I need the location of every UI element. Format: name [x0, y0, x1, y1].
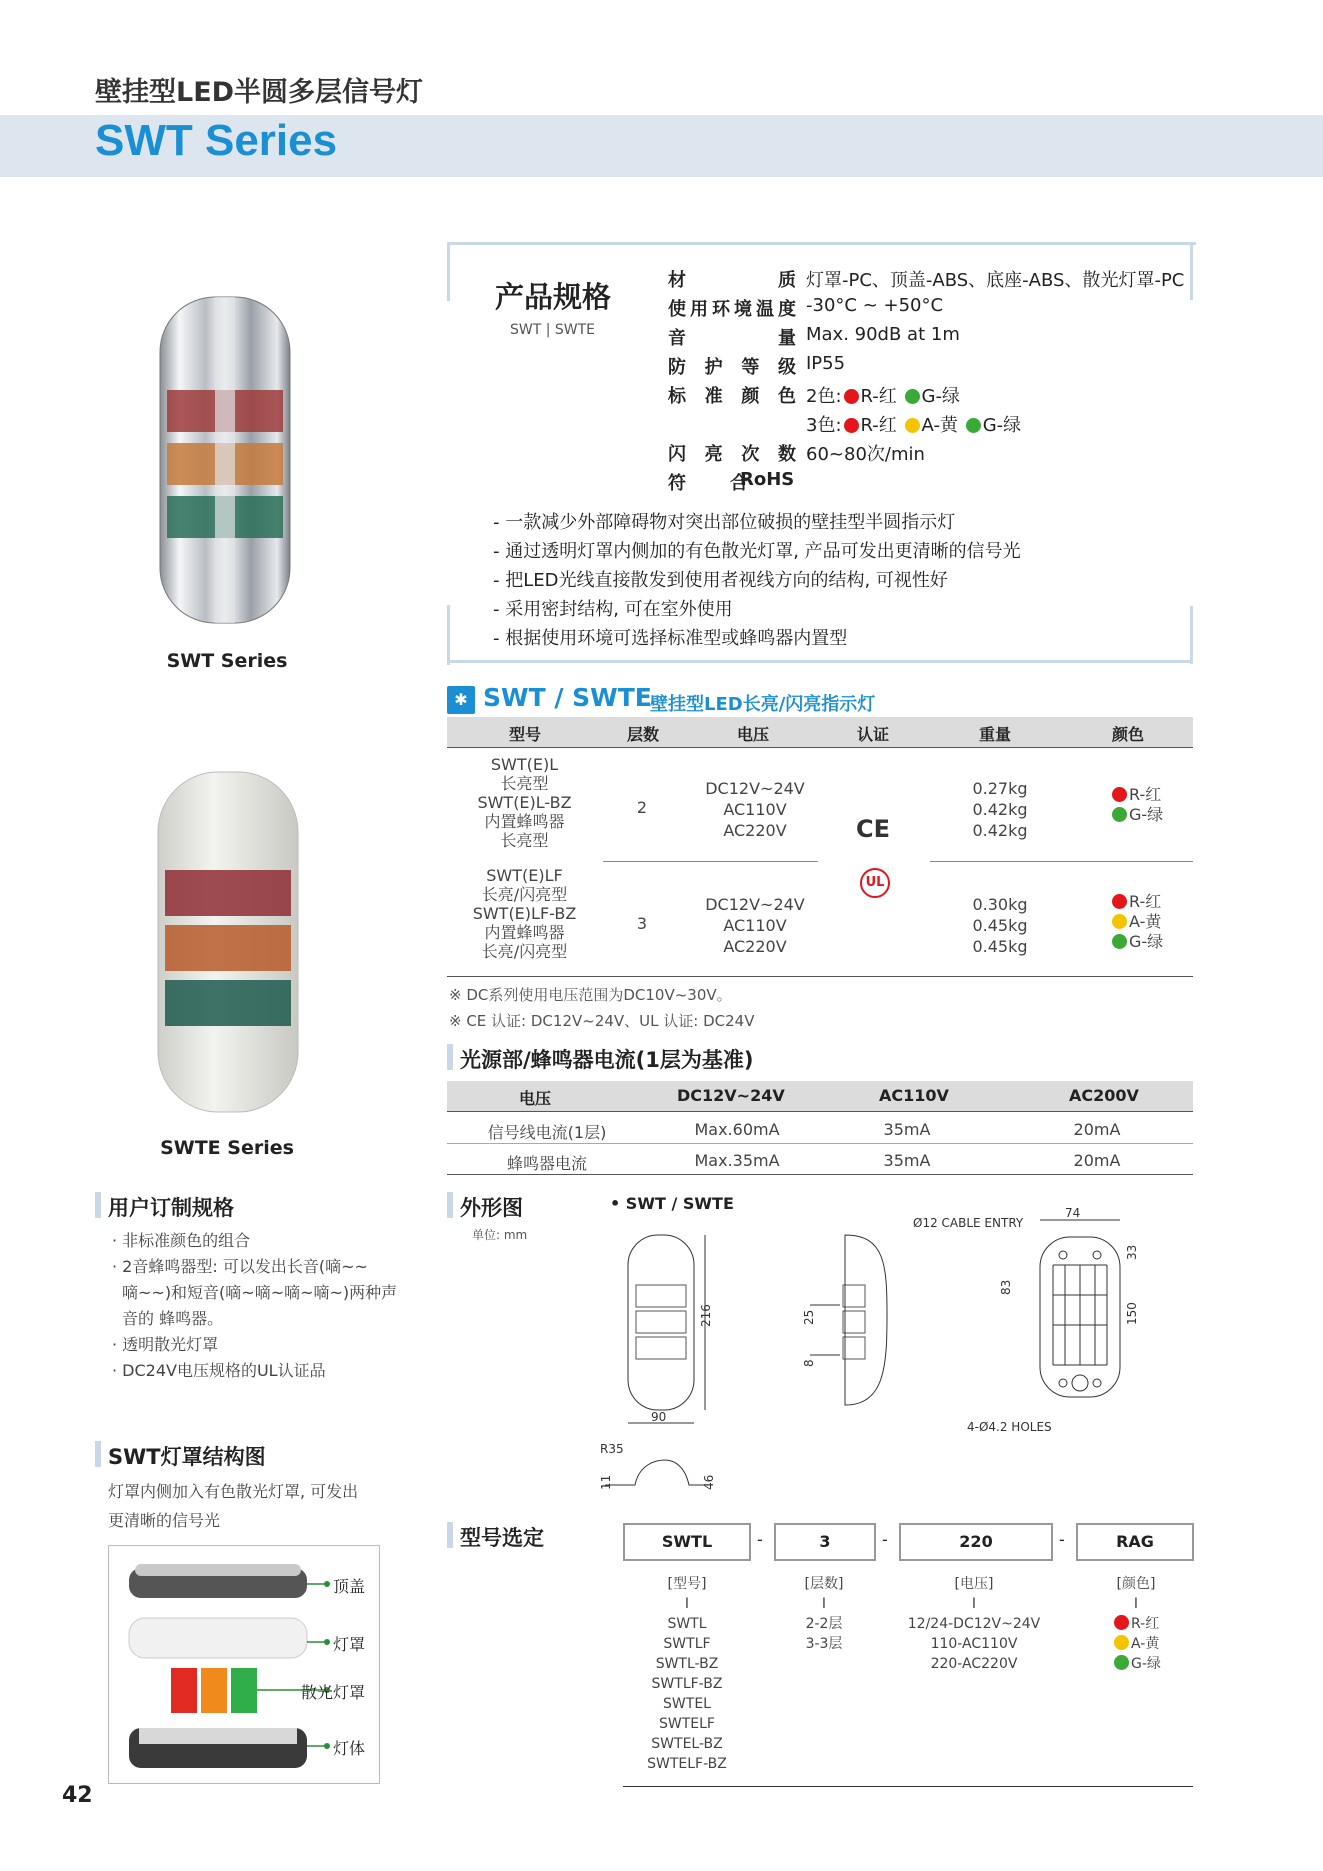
dim-74: 74 [1065, 1206, 1081, 1220]
td: 35mA [883, 1151, 931, 1170]
spec-value [806, 411, 1021, 437]
page-title: SWT Series [95, 116, 338, 165]
structure-diagram [108, 1545, 380, 1784]
dash: - [882, 1530, 888, 1549]
models-table-header [447, 717, 1193, 747]
custom-item: 音的 蜂鸣器。 [122, 1309, 224, 1328]
color-label: R-红 [860, 415, 897, 436]
weight: 0.42kg [972, 800, 1028, 819]
spec-value: RoHS [740, 469, 795, 490]
drawing-title: 外形图 [460, 1196, 523, 1220]
th: DC12V~24V [677, 1086, 785, 1105]
model-name: 长亮/闪亮型 [481, 885, 568, 904]
color-label: G-绿 [1129, 805, 1164, 824]
models-group2 [447, 755, 602, 850]
option: SWTL [667, 1616, 707, 1632]
th: 重量 [979, 725, 1012, 744]
models-title: SWT / SWTE [483, 683, 652, 712]
green-dot-icon [1114, 1655, 1129, 1670]
divider [447, 1143, 1193, 1144]
spec-key: 使用环境温度 [668, 299, 796, 320]
custom-spec-title: 用户订制规格 [108, 1196, 234, 1220]
dim-11: 11 [599, 1474, 613, 1490]
th: 电压 [519, 1089, 552, 1108]
structure-desc-line: 更清晰的信号光 [108, 1511, 221, 1530]
colors-3 [1110, 892, 1163, 952]
model-name: 长亮/闪亮型 [481, 942, 568, 961]
spec-value: -30°C ~ +50°C [806, 295, 944, 316]
select-col-color [1086, 1574, 1186, 1674]
th: 认证 [857, 725, 890, 744]
structure-desc [108, 1477, 358, 1535]
colors-2 [1110, 785, 1163, 825]
td: 蜂鸣器电流 [506, 1154, 587, 1173]
option: SWTLF [663, 1636, 711, 1652]
voltage: AC220V [723, 821, 787, 840]
layers-3: 3 [636, 914, 648, 933]
green-dot-icon [1112, 807, 1127, 822]
spec-box-frame [447, 660, 1193, 663]
ul-mark-icon: UL [860, 868, 890, 898]
col-title: [颜色] [1116, 1576, 1156, 1592]
dash: - [757, 1530, 763, 1549]
td: Max.60mA [694, 1120, 780, 1139]
custom-item: · 透明散光灯罩 [112, 1335, 219, 1354]
structure-desc-line: 灯罩内侧加入有色散光灯罩, 可发出 [108, 1482, 359, 1501]
dim-33: 33 [1125, 1244, 1139, 1260]
color-label: G-绿 [921, 386, 960, 407]
option: SWTELF [659, 1716, 715, 1732]
dim-83: 83 [999, 1279, 1013, 1295]
th: 颜色 [1112, 725, 1145, 744]
color-label: R-红 [1129, 785, 1162, 804]
model-name: SWT(E)LF [486, 866, 563, 885]
dim-25: 25 [802, 1309, 816, 1325]
lamp-icon: ✱ [447, 686, 475, 714]
section-bar [95, 1441, 101, 1467]
th: 电压 [737, 725, 770, 744]
option: R-红 [1131, 1616, 1160, 1632]
color-count-2: 2色: [806, 386, 842, 407]
section-bar [447, 1044, 453, 1070]
td: 35mA [883, 1120, 931, 1139]
red-dot-icon [1114, 1615, 1129, 1630]
green-dot-icon [905, 389, 920, 404]
custom-spec-list [112, 1228, 412, 1384]
th: 层数 [627, 725, 660, 744]
weights-2 [940, 778, 1060, 841]
td: 20mA [1073, 1151, 1121, 1170]
weights-3 [940, 894, 1060, 957]
dim-46: 46 [702, 1474, 716, 1490]
custom-item: · 非标准颜色的组合 [112, 1231, 251, 1250]
select-col-voltage [889, 1574, 1059, 1674]
dim-8: 8 [802, 1359, 816, 1367]
drawing-model: • SWT / SWTE [610, 1194, 734, 1213]
select-box-model: SWTL [623, 1523, 751, 1561]
spec-key: 防护等级 [668, 357, 796, 378]
custom-item: · DC24V电压规格的UL认证品 [112, 1361, 326, 1380]
option: A-黄 [1131, 1636, 1160, 1652]
tick: I [1133, 1596, 1139, 1612]
holes-label: 4-Ø4.2 HOLES [967, 1420, 1052, 1434]
color-label: A-黄 [1129, 912, 1162, 931]
model-name: 内置蜂鸣器 [484, 812, 565, 831]
voltages-2 [690, 778, 820, 841]
dim-150: 150 [1125, 1302, 1139, 1325]
voltage: DC12V~24V [705, 779, 805, 798]
th: 型号 [509, 725, 542, 744]
option: SWTEL [663, 1696, 711, 1712]
option: 2-2层 [805, 1616, 843, 1632]
option: 110-AC110V [930, 1636, 1018, 1652]
color-label: R-红 [860, 386, 897, 407]
page-number: 42 [62, 1783, 93, 1808]
option: 220-AC220V [930, 1656, 1018, 1672]
swte-caption: SWTE Series [160, 1137, 294, 1159]
green-dot-icon [1112, 934, 1127, 949]
page-subtitle: 壁挂型LED半圆多层信号灯 [95, 77, 424, 108]
spec-heading-sub: SWT | SWTE [510, 322, 596, 338]
td: Max.35mA [694, 1151, 780, 1170]
voltage: AC110V [723, 800, 787, 819]
feature-item: - 根据使用环境可选择标准型或蜂鸣器内置型 [493, 628, 848, 649]
yellow-dot-icon [1114, 1635, 1129, 1650]
label-top-cover: 顶盖 [333, 1577, 366, 1596]
current-title: 光源部/蜂鸣器电流(1层为基准) [460, 1048, 754, 1072]
spec-box-frame [447, 245, 450, 301]
col-title: [型号] [667, 1576, 707, 1592]
model-name: 内置蜂鸣器 [484, 923, 565, 942]
color-label: G-绿 [1129, 932, 1164, 951]
spec-key: 闪亮次数 [668, 444, 796, 465]
dim-r35: R35 [600, 1442, 624, 1456]
swt-product-image [155, 295, 295, 625]
option: G-绿 [1131, 1656, 1161, 1672]
feature-item: - 把LED光线直接散发到使用者视线方向的结构, 可视性好 [493, 570, 948, 591]
color-count-3: 3色: [806, 415, 842, 436]
model-name: 长亮型 [500, 831, 549, 850]
drawing-unit: 单位: mm [472, 1228, 528, 1242]
spec-key: 标准颜色 [668, 386, 796, 407]
td: 20mA [1073, 1120, 1121, 1139]
divider [447, 747, 1193, 748]
spec-value [806, 382, 960, 408]
section-bar [447, 1522, 453, 1548]
red-dot-icon [1112, 787, 1127, 802]
yellow-dot-icon [1112, 914, 1127, 929]
swte-product-image [155, 770, 300, 1115]
col-title: [电压] [954, 1576, 994, 1592]
td: 信号线电流(1层) [487, 1123, 607, 1142]
note: ※ CE 认证: DC12V~24V、UL 认证: DC24V [449, 1012, 755, 1030]
spec-box-frame [1190, 606, 1193, 664]
spec-key: 材质 [668, 270, 796, 291]
section-bar [447, 1192, 453, 1218]
voltage: DC12V~24V [705, 895, 805, 914]
weight: 0.42kg [972, 821, 1028, 840]
structure-title: SWT灯罩结构图 [108, 1445, 266, 1469]
option: 3-3层 [805, 1636, 843, 1652]
tick: I [684, 1596, 690, 1612]
spec-heading: 产品规格 [495, 280, 612, 314]
dim-90: 90 [651, 1410, 667, 1424]
models-group3 [447, 866, 602, 961]
model-name: SWT(E)L-BZ [477, 793, 572, 812]
current-table-header [447, 1081, 1193, 1111]
weight: 0.30kg [972, 895, 1028, 914]
model-name: 长亮型 [500, 774, 549, 793]
divider [447, 1111, 1193, 1112]
selection-title: 型号选定 [460, 1526, 544, 1550]
color-label: A-黄 [921, 415, 958, 436]
weight: 0.45kg [972, 937, 1028, 956]
select-box-color: RAG [1076, 1523, 1194, 1561]
model-name: SWT(E)L [490, 755, 559, 774]
voltage: AC110V [723, 916, 787, 935]
option: SWTLF-BZ [651, 1676, 723, 1692]
custom-item: 嘀~~)和短音(嘀~嘀~嘀~嘀~)两种声 [122, 1283, 398, 1302]
spec-value: 灯罩-PC、顶盖-ABS、底座-ABS、散光灯罩-PC [806, 270, 1185, 291]
green-dot-icon [966, 418, 981, 433]
dimension-drawing [595, 1205, 1195, 1495]
weight: 0.45kg [972, 916, 1028, 935]
select-box-layers: 3 [774, 1523, 876, 1561]
yellow-dot-icon [905, 418, 920, 433]
swt-caption: SWT Series [166, 650, 288, 672]
spec-key: 音量 [668, 328, 796, 349]
option: SWTL-BZ [655, 1656, 719, 1672]
color-label: G-绿 [982, 415, 1022, 436]
red-dot-icon [844, 389, 859, 404]
spec-value: 60~80次/min [806, 444, 925, 465]
select-col-model [623, 1574, 751, 1774]
layers-2: 2 [636, 798, 648, 817]
select-col-layers [774, 1574, 874, 1654]
divider [930, 861, 1193, 862]
feature-item: - 通过透明灯罩内侧加的有色散光灯罩, 产品可发出更清晰的信号光 [493, 541, 1021, 562]
divider [447, 976, 1193, 977]
model-name: SWT(E)LF-BZ [472, 904, 577, 923]
spec-box-frame [447, 606, 450, 664]
models-subtitle: 壁挂型LED长亮/闪亮指示灯 [650, 694, 876, 715]
feature-item: - 采用密封结构, 可在室外使用 [493, 599, 733, 620]
option: SWTELF-BZ [647, 1756, 727, 1772]
red-dot-icon [844, 418, 859, 433]
dash: - [1059, 1530, 1065, 1549]
col-title: [层数] [804, 1576, 844, 1592]
feature-item: - 一款减少外部障碍物对突出部位破损的壁挂型半圆指示灯 [493, 512, 956, 533]
spec-value: IP55 [806, 353, 846, 374]
divider [623, 1786, 1193, 1787]
section-bar [95, 1192, 101, 1218]
spec-value: Max. 90dB at 1m [806, 324, 960, 345]
voltages-3 [690, 894, 820, 957]
ce-mark-icon: CE [856, 815, 891, 843]
divider [603, 861, 818, 862]
dim-216: 216 [699, 1304, 713, 1327]
note: ※ DC系列使用电压范围为DC10V~30V。 [449, 986, 732, 1004]
custom-item: · 2音蜂鸣器型: 可以发出长音(嘀~~ [112, 1257, 368, 1276]
tick: I [971, 1596, 977, 1612]
cable-entry-label: Ø12 CABLE ENTRY [913, 1216, 1024, 1230]
label-diffuser: 散光灯罩 [301, 1683, 366, 1702]
spec-box-frame [1190, 242, 1193, 300]
divider [447, 1174, 1193, 1175]
th: AC110V [879, 1086, 949, 1105]
spec-key: 符合 [668, 473, 748, 494]
label-lens: 灯罩 [333, 1635, 366, 1654]
label-body: 灯体 [333, 1739, 366, 1758]
select-box-voltage: 220 [899, 1523, 1053, 1561]
color-label: R-红 [1129, 892, 1162, 911]
tick: I [821, 1596, 827, 1612]
voltage: AC220V [723, 937, 787, 956]
option: 12/24-DC12V~24V [907, 1616, 1041, 1632]
option: SWTEL-BZ [651, 1736, 723, 1752]
th: AC200V [1069, 1086, 1139, 1105]
weight: 0.27kg [972, 779, 1028, 798]
red-dot-icon [1112, 894, 1127, 909]
